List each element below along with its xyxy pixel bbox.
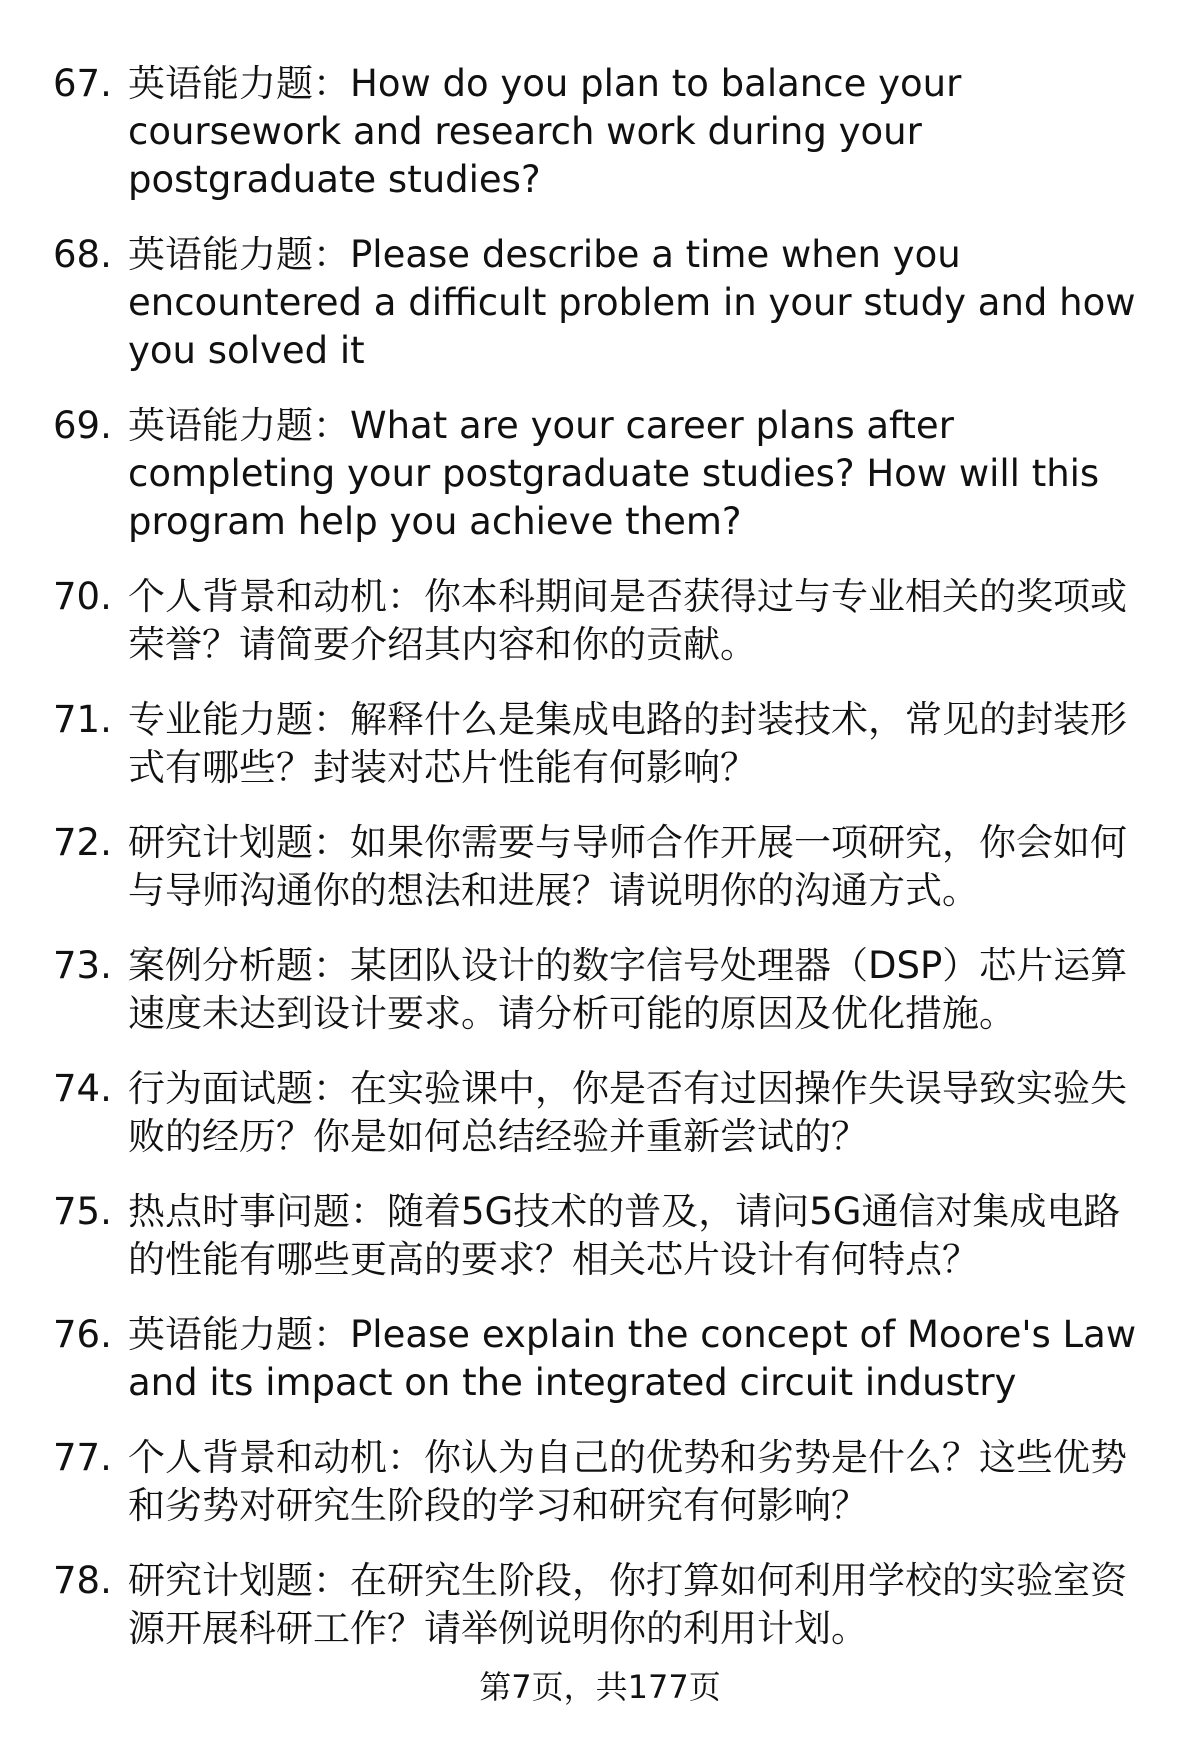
question-item: [0, 1557, 1200, 1653]
question-text: 专业能力题：解释什么是集成电路的封装技术，常见的封装形式有哪些？封装对芯片性能有何影响？: [128, 698, 1127, 789]
question-number: 69.: [53, 404, 112, 447]
question-text: 行为面试题：在实验课中，你是否有过因操作失误导致实验失败的经历？你是如何总结经验并重新尝试的？: [128, 1067, 1127, 1158]
question-item: [0, 231, 1200, 375]
question-text: 个人背景和动机：你认为自己的优势和劣势是什么？这些优势和劣势对研究生阶段的学习和研究有何影响？: [128, 1436, 1127, 1527]
question-item: [0, 402, 1200, 546]
question-text: 案例分析题：某团队设计的数字信号处理器（DSP）芯片运算速度未达到设计要求。请分析可能的原因及优化措施。: [128, 944, 1128, 1035]
question-number: 73.: [53, 944, 112, 987]
question-number: 75.: [53, 1190, 112, 1233]
question-text: 英语能力题：Please describe a time when you encountered a difficult problem in your study and how you solved it: [128, 233, 1136, 372]
question-item: [0, 942, 1200, 1038]
question-item: [0, 60, 1200, 204]
page-indicator: 第7页，共177页: [479, 1668, 721, 1706]
question-item: [0, 573, 1200, 669]
question-number: 78.: [53, 1559, 112, 1602]
question-number: 71.: [53, 698, 112, 741]
question-list: [0, 60, 1200, 1680]
question-number: 68.: [53, 233, 112, 276]
question-text: 英语能力题：Please explain the concept of Moore's Law and its impact on the integrated circuit industry: [128, 1313, 1137, 1404]
question-number: 70.: [53, 575, 112, 618]
question-number: 67.: [53, 62, 112, 105]
question-number: 76.: [53, 1313, 112, 1356]
question-text: 英语能力题：How do you plan to balance your coursework and research work during your postgraduate studies?: [128, 62, 962, 201]
question-item: [0, 696, 1200, 792]
question-item: [0, 1434, 1200, 1530]
question-item: [0, 1188, 1200, 1284]
question-text: 研究计划题：在研究生阶段，你打算如何利用学校的实验室资源开展科研工作？请举例说明你的利用计划。: [128, 1559, 1127, 1650]
question-number: 72.: [53, 821, 112, 864]
question-item: [0, 1065, 1200, 1161]
question-text: 英语能力题：What are your career plans after completing your postgraduate studies? How will this program help you achieve them?: [128, 404, 1100, 543]
question-item: [0, 1311, 1200, 1407]
question-item: [0, 819, 1200, 915]
question-number: 74.: [53, 1067, 112, 1110]
question-number: 77.: [53, 1436, 112, 1479]
question-text: 热点时事问题：随着5G技术的普及，请问5G通信对集成电路的性能有哪些更高的要求？相关芯片设计有何特点？: [128, 1190, 1121, 1281]
question-text: 研究计划题：如果你需要与导师合作开展一项研究，你会如何与导师沟通你的想法和进展？请说明你的沟通方式。: [128, 821, 1127, 912]
question-text: 个人背景和动机：你本科期间是否获得过与专业相关的奖项或荣誉？请简要介绍其内容和你的贡献。: [128, 575, 1127, 666]
